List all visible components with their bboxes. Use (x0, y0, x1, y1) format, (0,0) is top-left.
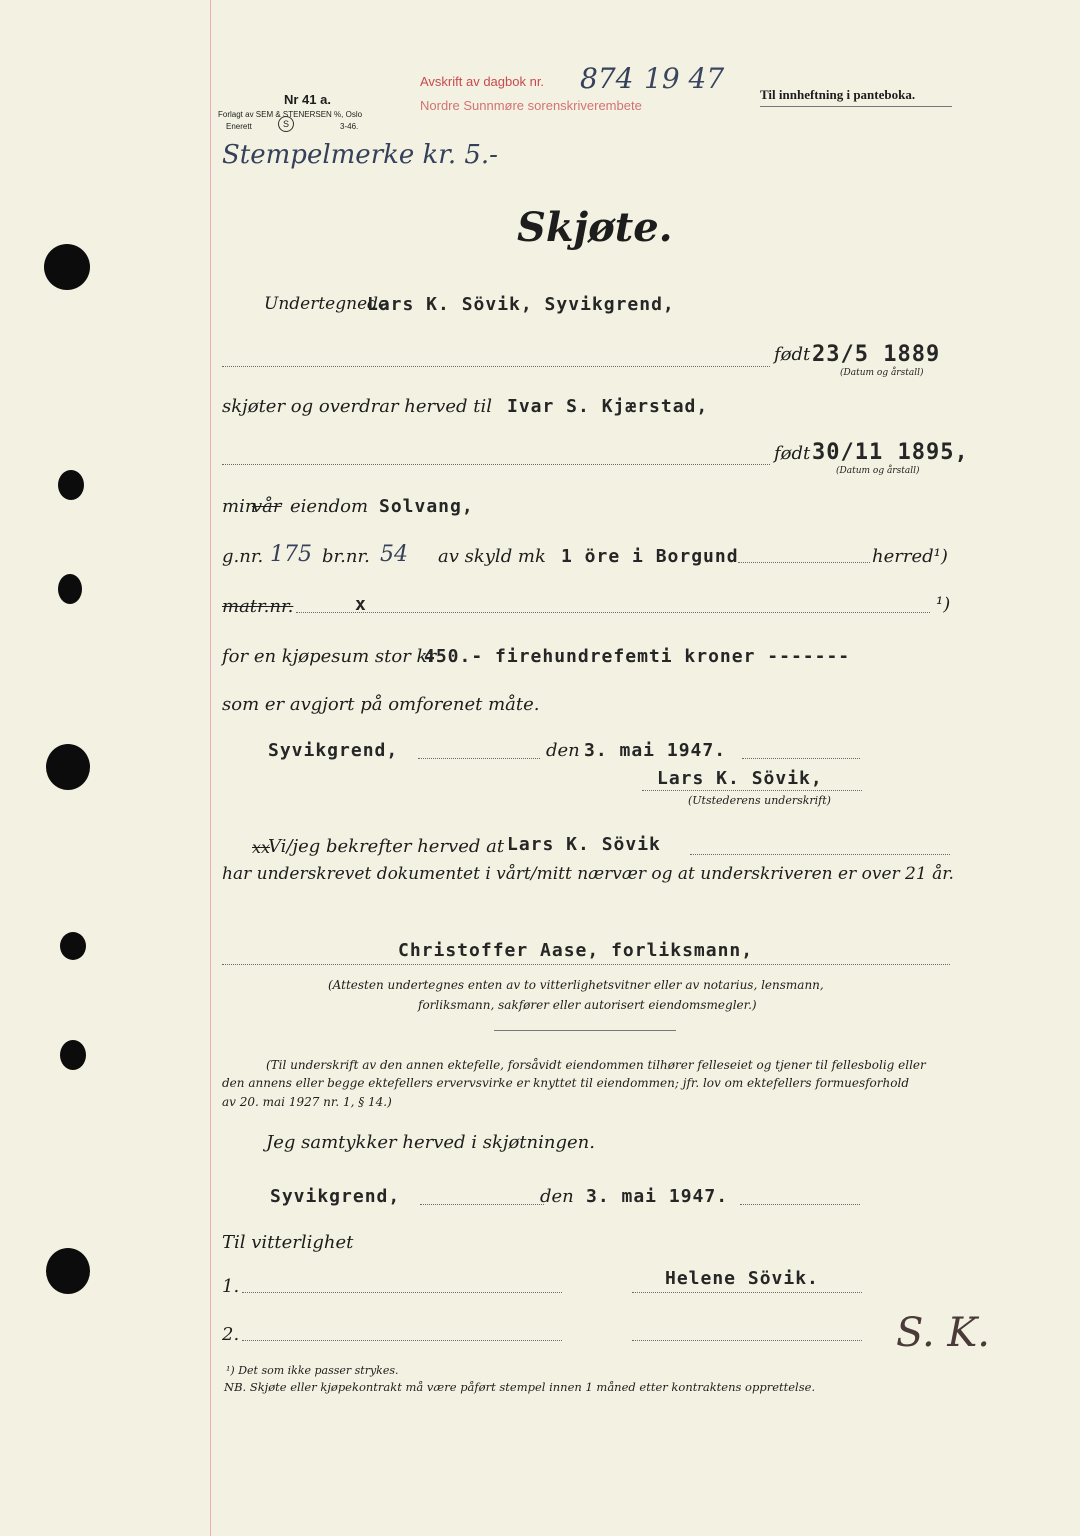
separator-rule (494, 1030, 676, 1031)
attester-line (222, 964, 950, 965)
price-label: for en kjøpesum stor kr (222, 646, 437, 667)
seller-signature-line (642, 790, 862, 791)
signing1-date-line (742, 758, 860, 759)
attester-note-line2: forliksmann, sakfører eller autorisert eiendomsmegler.) (418, 998, 757, 1012)
sorenskriver-stamp: Nordre Sunnmøre sorenskriverembete (420, 98, 642, 113)
property-label-prefix: min (222, 496, 257, 517)
matr-value[interactable]: x (355, 594, 367, 615)
top-right-underline (760, 106, 952, 107)
witness-subject-name[interactable]: Lars K. Sövik (507, 834, 661, 855)
clerk-initials: S. K. (896, 1310, 991, 1356)
top-right-note: Til innheftning i panteboka. (760, 87, 916, 102)
spouse-note-line1: (Til underskrift av den annen ektefelle, forsåvidt eiendommen tilhører felleseiet og tjener til fellesbolig eller (266, 1058, 926, 1072)
binding-hole (58, 470, 84, 500)
buyer-dotted-line (222, 464, 770, 465)
property-label-suffix: eiendom (290, 496, 369, 517)
brnr-value[interactable]: 54 (380, 542, 408, 567)
brnr-label: br.nr. (322, 546, 370, 567)
binding-hole (46, 1248, 90, 1294)
witness-text1: Vi/jeg bekrefter herved at (268, 836, 505, 857)
binding-hole (58, 574, 82, 604)
binding-hole (60, 932, 86, 960)
matr-note: ¹) (936, 594, 951, 615)
buyer-name[interactable]: Ivar S. Kjærstad, (507, 396, 709, 417)
signing1-place-line (418, 758, 540, 759)
witness-one-line (242, 1292, 562, 1293)
witness-text2: har underskrevet dokumentet i vårt/mitt nærvær og at underskriveren er over 21 år. (222, 864, 954, 884)
signing2-date[interactable]: 3. mai 1947. (586, 1186, 729, 1207)
seller-dotted-line (222, 366, 770, 367)
signing2-date-line (740, 1204, 860, 1205)
skyld-dotted-line (738, 562, 870, 563)
skyld-label: av skyld mk (438, 546, 546, 567)
publisher-line: Forlagt av SEM & STENERSEN %, Oslo (218, 110, 363, 119)
gnr-value[interactable]: 175 (270, 542, 312, 567)
seller-date-caption: (Datum og årstall) (840, 368, 924, 378)
form-number: Nr 41 a. (284, 92, 331, 107)
property-name[interactable]: Solvang, (379, 496, 474, 517)
witness-one-label: 1. (222, 1276, 240, 1297)
buyer-label: skjøter og overdrar herved til (222, 396, 492, 417)
seller-name[interactable]: Lars K. Sövik, Syvikgrend, (367, 294, 675, 315)
vitterlighet-label: Til vitterlighet (222, 1232, 354, 1253)
signing1-place[interactable]: Syvikgrend, (268, 740, 399, 761)
matr-dotted-line (296, 612, 930, 613)
dagbok-year: 19 47 (644, 62, 725, 95)
signing2-den: den (540, 1186, 574, 1207)
seller-signature[interactable]: Lars K. Sövik, (657, 768, 823, 789)
spouse-two-line (632, 1340, 862, 1341)
seller-label: Undertegnede (264, 294, 389, 314)
spouse-note-line3: av 20. mai 1927 nr. 1, § 14.) (222, 1095, 392, 1109)
property-label-struck: vår (252, 496, 282, 517)
spouse-signature-line (632, 1292, 862, 1293)
spouse-signature[interactable]: Helene Sövik. (665, 1268, 819, 1289)
signing1-date[interactable]: 3. mai 1947. (584, 740, 727, 761)
binding-hole (60, 1040, 86, 1070)
buyer-born-label: født (774, 443, 811, 464)
spouse-note-line2: den annens eller begge ektefellers ervervsvirke er knyttet til eiendommen; jfr. lov om ektefellers formuesforhold (222, 1076, 909, 1090)
publisher-date: 3-46. (340, 122, 359, 131)
signing2-place[interactable]: Syvikgrend, (270, 1186, 401, 1207)
witness-name-line (690, 854, 950, 855)
witness-two-label: 2. (222, 1324, 240, 1345)
skyld-value[interactable]: 1 öre i Borgund (561, 546, 739, 567)
seller-born-date[interactable]: 23/5 1889 (812, 342, 941, 367)
buyer-date-caption: (Datum og årstall) (836, 466, 920, 476)
matr-label: matr.nr. (222, 596, 294, 617)
attester-name[interactable]: Christoffer Aase, forliksmann, (398, 940, 754, 961)
attester-note-line1: (Attesten undertegnes enten av to vitterlighetsvitner eller av notarius, lensmann, (328, 978, 824, 992)
witness-prefix: xx (252, 838, 271, 857)
witness-two-line (242, 1340, 562, 1341)
footnote-nb: NB. Skjøte eller kjøpekontrakt må være påført stempel innen 1 måned etter kontraktens opprettelse. (224, 1380, 816, 1394)
price-amount[interactable]: 450.- firehundrefemti kroner ------- (424, 646, 851, 667)
binding-hole (44, 244, 90, 290)
consent-text: Jeg samtykker herved i skjøtningen. (266, 1132, 595, 1153)
signing1-den: den (546, 740, 580, 761)
binding-hole (46, 744, 90, 790)
footnote-strike-note: ¹) Det som ikke passer strykes. (226, 1364, 399, 1377)
signing2-place-line (420, 1204, 544, 1205)
buyer-born-date[interactable]: 30/11 1895, (812, 440, 969, 465)
margin-rule (210, 0, 211, 1536)
publisher-logo: S (278, 116, 294, 132)
dagbok-number: 874 (580, 62, 634, 95)
seller-signature-caption: (Utstederens underskrift) (688, 794, 831, 807)
stamp-duty-note: Stempelmerke kr. 5.- (222, 140, 498, 170)
dagbok-stamp-label: Avskrift av dagbok nr. (420, 74, 545, 89)
price-settled: som er avgjort på omforenet måte. (222, 694, 540, 715)
herred-label: herred¹) (872, 546, 948, 567)
gnr-label: g.nr. (222, 546, 264, 567)
seller-born-label: født (774, 344, 811, 365)
publisher-enerett: Enerett (226, 122, 252, 131)
document-title: Skjøte. (517, 204, 673, 251)
